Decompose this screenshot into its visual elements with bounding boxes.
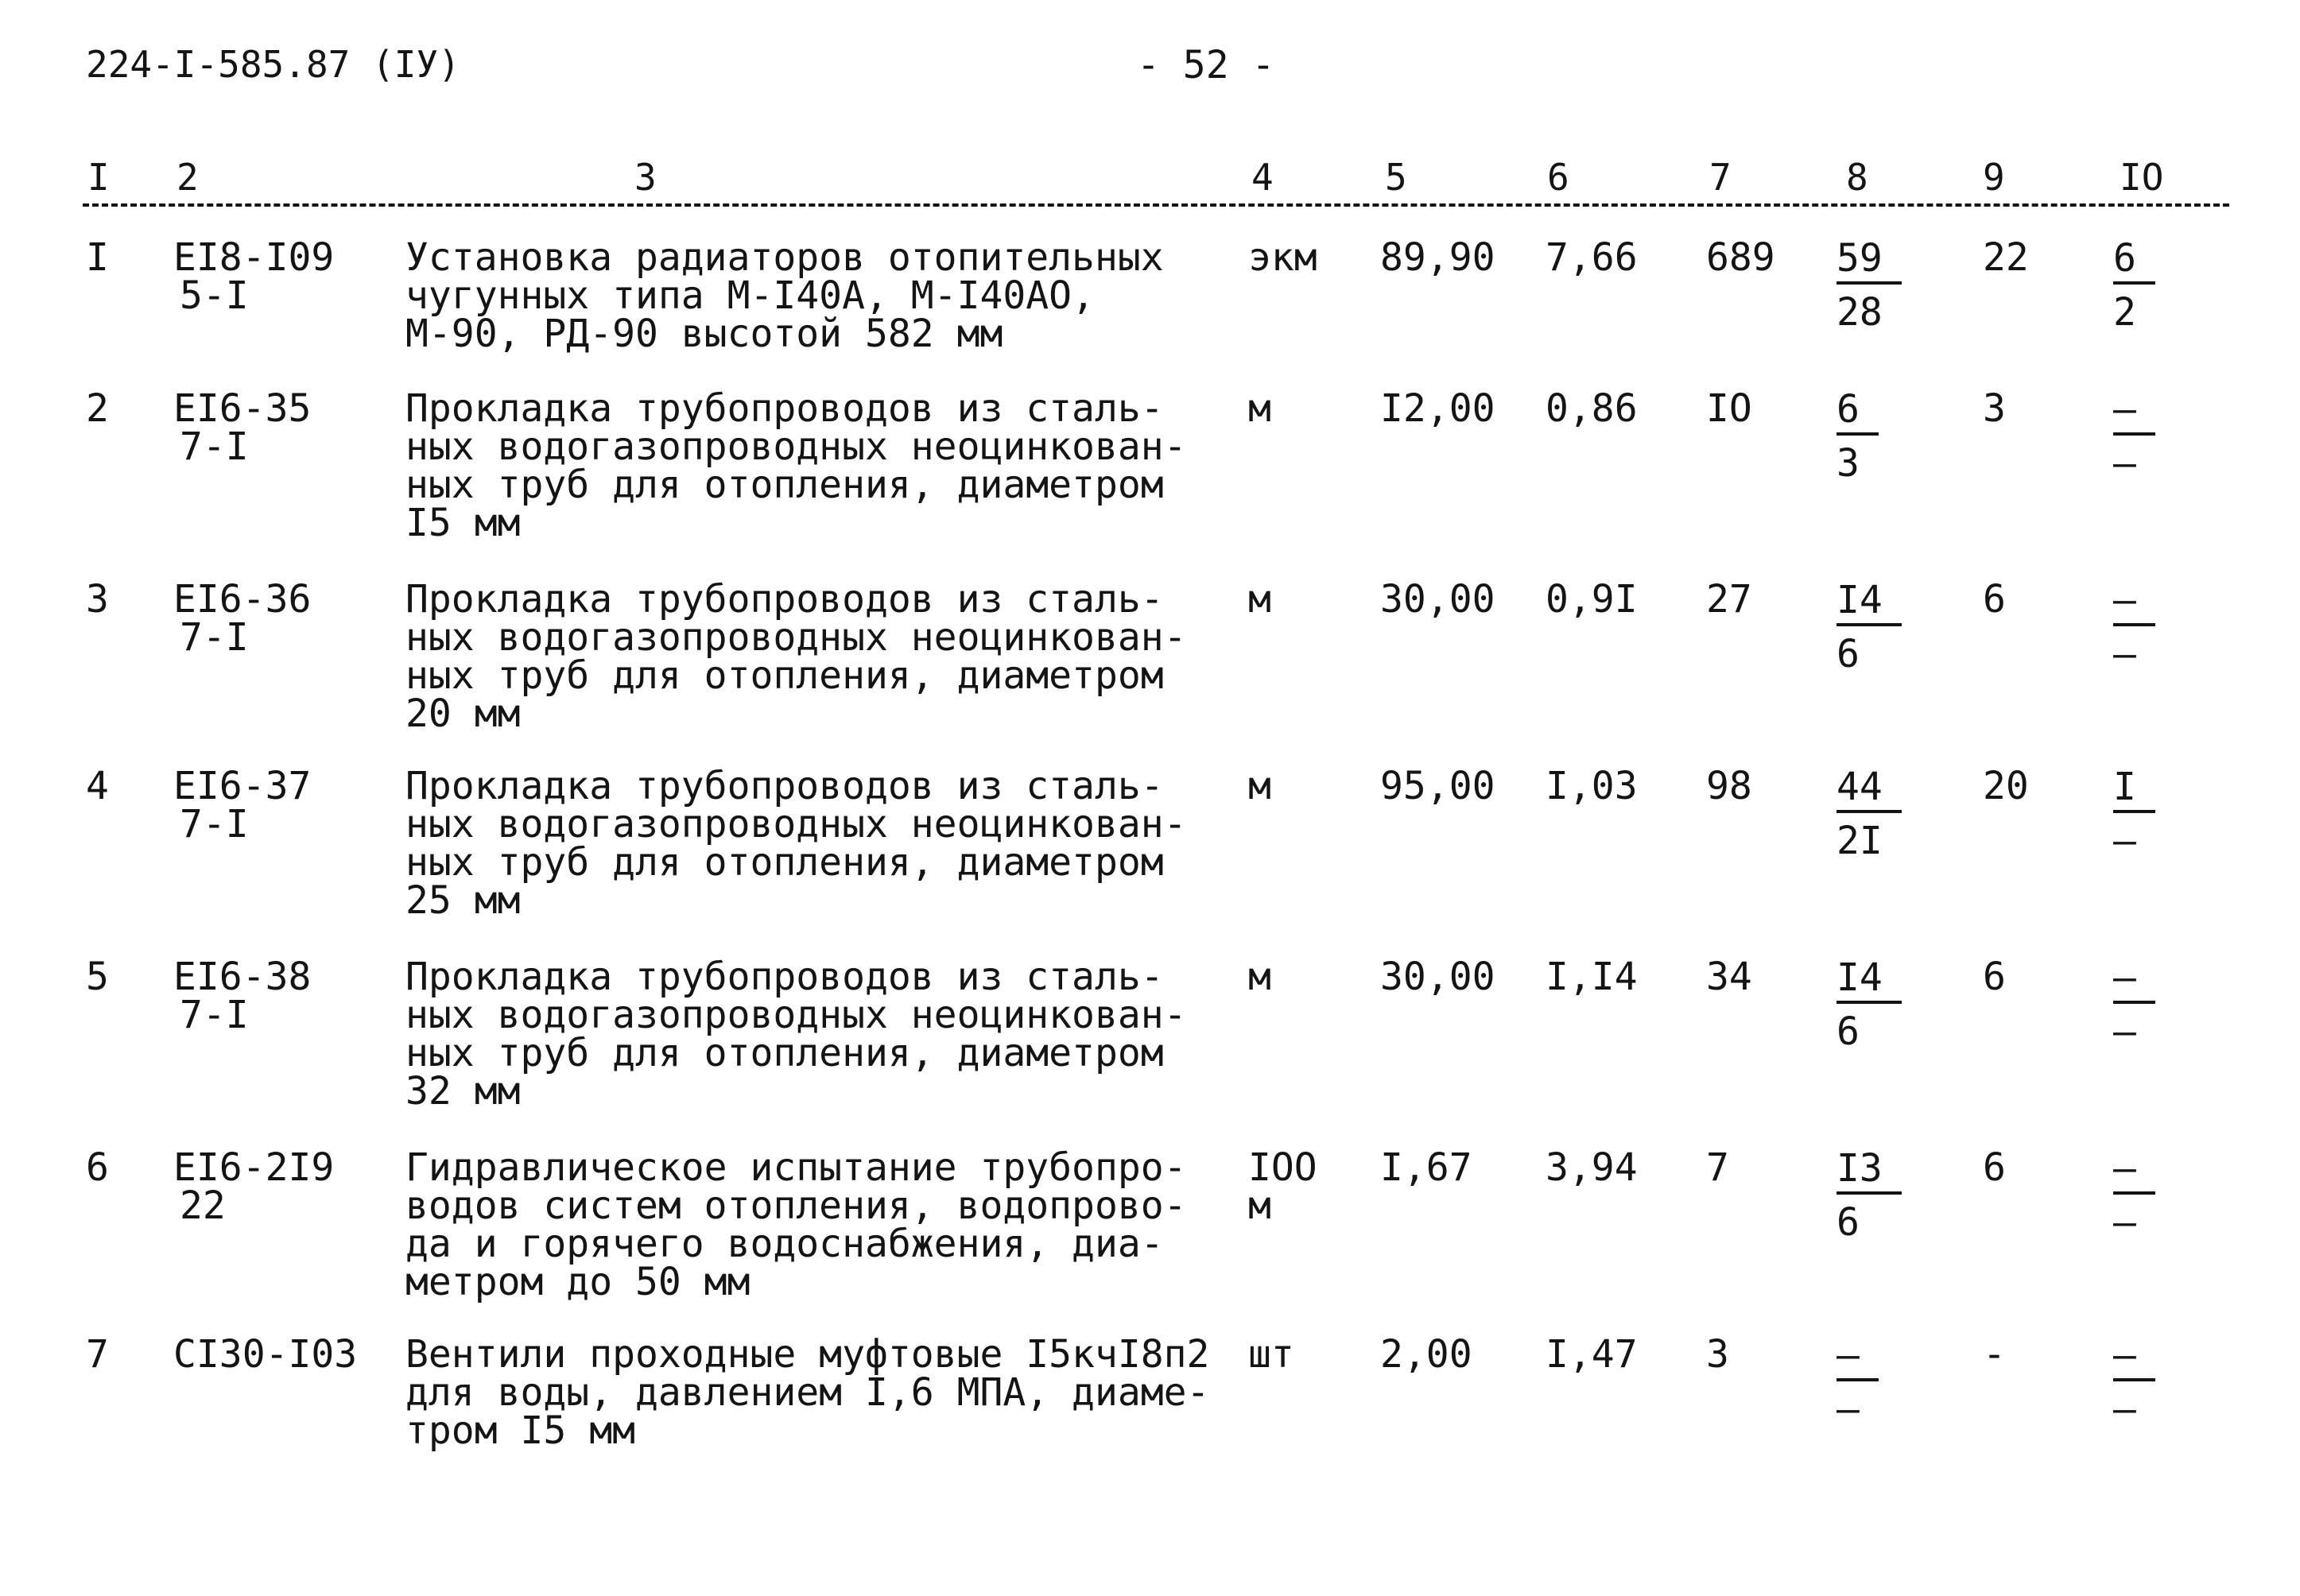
unit-line: м	[1248, 577, 1271, 622]
col8-fraction	[1837, 1145, 1924, 1245]
rate-code-line: EI6-2I9	[173, 1145, 335, 1190]
col-header-7: 7	[1709, 156, 1732, 199]
row-number: 5	[86, 955, 109, 999]
work-description	[405, 235, 1164, 356]
col10-fraction-denominator: –	[2113, 1200, 2136, 1245]
col8-fraction-numerator: 44	[1837, 764, 1902, 813]
col10-fraction-numerator: –	[2113, 577, 2155, 626]
unit-line: м	[1248, 955, 1271, 999]
col8-fraction-numerator: I3	[1837, 1145, 1902, 1195]
unit-line: м	[1248, 386, 1271, 431]
unit-price: 3,94	[1546, 1145, 1638, 1190]
row-number: 4	[86, 764, 109, 808]
col10-fraction-numerator: –	[2113, 1332, 2155, 1381]
description-line: ных труб для отопления, диаметром	[405, 463, 1164, 507]
description-line: Прокладка трубопроводов из сталь-	[405, 764, 1164, 808]
unit-line: IOO	[1248, 1145, 1317, 1190]
col10-fraction-numerator: –	[2113, 955, 2155, 1004]
col9-value: 3	[1983, 386, 2006, 431]
quantity: 30,00	[1380, 955, 1495, 999]
col8-fraction-numerator: I4	[1837, 577, 1902, 626]
col8-fraction	[1837, 235, 1924, 335]
description-line: 20 мм	[405, 691, 521, 736]
col9-value: 22	[1983, 235, 2029, 280]
description-line: ных водогазопроводных неоцинкован-	[405, 993, 1187, 1037]
rate-code-line: EI6-35	[173, 386, 312, 431]
work-description	[405, 1145, 1187, 1304]
col10-fraction-denominator: –	[2113, 1009, 2136, 1054]
description-line: Прокладка трубопроводов из сталь-	[405, 955, 1164, 999]
description-line: I5 мм	[405, 501, 521, 545]
description-line: Установка радиаторов отопительных	[405, 235, 1164, 280]
rate-code-line: 7-I	[180, 993, 249, 1037]
unit-price: I,03	[1546, 764, 1638, 808]
unit	[1248, 1332, 1294, 1377]
description-line: 32 мм	[405, 1069, 521, 1114]
row-number: I	[86, 235, 109, 280]
col-header-9: 9	[1983, 156, 2005, 199]
total-cost: 27	[1706, 577, 1752, 622]
description-line: тром I5 мм	[405, 1408, 635, 1453]
description-line: Прокладка трубопроводов из сталь-	[405, 577, 1164, 622]
col9-value: 20	[1983, 764, 2029, 808]
col10-fraction	[2113, 1332, 2201, 1432]
work-description	[405, 955, 1187, 1114]
col9-value: 6	[1983, 955, 2006, 999]
description-line: для воды, давлением I,6 МПА, диаме-	[405, 1370, 1210, 1415]
col8-fraction	[1837, 955, 1924, 1055]
total-cost: 98	[1706, 764, 1752, 808]
row-number: 7	[86, 1332, 109, 1377]
unit	[1248, 386, 1271, 431]
unit	[1248, 955, 1271, 999]
description-line: ных водогазопроводных неоцинкован-	[405, 802, 1187, 846]
col9-value: -	[1983, 1332, 2006, 1377]
col8-fraction-numerator: 6	[1837, 386, 1879, 436]
rate-code	[173, 1332, 358, 1377]
description-line: М-90, РД-90 высотой 582 мм	[405, 312, 1003, 356]
description-line: ных водогазопроводных неоцинкован-	[405, 424, 1187, 469]
total-cost: IO	[1706, 386, 1752, 431]
rate-code	[173, 955, 312, 1037]
unit-line: шт	[1248, 1332, 1294, 1377]
row-number: 6	[86, 1145, 109, 1190]
col8-fraction-numerator: –	[1837, 1332, 1879, 1381]
col9-value: 6	[1983, 1145, 2006, 1190]
col-header-10: IO	[2120, 156, 2164, 199]
quantity: 95,00	[1380, 764, 1495, 808]
description-line: Прокладка трубопроводов из сталь-	[405, 386, 1164, 431]
col10-fraction	[2113, 235, 2201, 335]
unit	[1248, 235, 1317, 280]
col-header-1: I	[87, 156, 110, 199]
unit-price: I,I4	[1546, 955, 1638, 999]
rate-code	[173, 577, 312, 660]
rate-code-line: EI6-37	[173, 764, 312, 808]
description-line: Гидравлическое испытание трубопро-	[405, 1145, 1187, 1190]
col8-fraction-numerator: 59	[1837, 235, 1902, 285]
col8-fraction-denominator: 28	[1837, 290, 1883, 335]
description-line: ных труб для отопления, диаметром	[405, 840, 1164, 885]
rate-code-line: EI6-38	[173, 955, 312, 999]
unit-line: м	[1248, 764, 1271, 808]
col10-fraction	[2113, 386, 2201, 486]
col10-fraction-numerator: I	[2113, 764, 2155, 813]
col8-fraction	[1837, 577, 1924, 677]
unit-line: м	[1248, 1183, 1271, 1228]
col8-fraction	[1837, 764, 1924, 864]
header-rule	[83, 203, 2229, 207]
quantity: I2,00	[1380, 386, 1495, 431]
rate-code-line: 7-I	[180, 802, 249, 846]
rate-code-line: 22	[180, 1183, 226, 1228]
rate-code	[173, 386, 312, 469]
work-description	[405, 764, 1187, 923]
col8-fraction-denominator: 6	[1837, 1200, 1860, 1245]
document-code: 224-I-585.87 (IУ)	[86, 43, 460, 86]
description-line: 25 мм	[405, 878, 521, 923]
description-line: Вентили проходные муфтовые I5кчI8п2	[405, 1332, 1210, 1377]
description-line: ных водогазопроводных неоцинкован-	[405, 615, 1187, 660]
col10-fraction-denominator: –	[2113, 819, 2136, 863]
description-line: ных труб для отопления, диаметром	[405, 653, 1164, 698]
col10-fraction-denominator: –	[2113, 1387, 2136, 1431]
description-line: чугунных типа М-I40A, М-I40AO,	[405, 273, 1095, 318]
col8-fraction-denominator: 6	[1837, 632, 1860, 676]
col8-fraction-denominator: 6	[1837, 1009, 1860, 1054]
rate-code-line: 5-I	[180, 273, 249, 318]
rate-code-line: EI6-36	[173, 577, 312, 622]
row-number: 3	[86, 577, 109, 622]
unit	[1248, 1145, 1317, 1228]
col10-fraction	[2113, 1145, 2201, 1245]
col8-fraction-numerator: I4	[1837, 955, 1902, 1004]
col8-fraction	[1837, 386, 1924, 486]
quantity: 30,00	[1380, 577, 1495, 622]
unit-price: 0,9I	[1546, 577, 1638, 622]
col10-fraction-numerator: 6	[2113, 235, 2155, 285]
unit-price: 0,86	[1546, 386, 1638, 431]
unit	[1248, 764, 1271, 808]
col10-fraction-denominator: –	[2113, 632, 2136, 676]
rate-code-line: EI8-I09	[173, 235, 335, 280]
work-description	[405, 1332, 1210, 1453]
col10-fraction	[2113, 955, 2201, 1055]
col10-fraction	[2113, 764, 2201, 864]
col9-value: 6	[1983, 577, 2006, 622]
work-description	[405, 577, 1187, 736]
rate-code-line: 7-I	[180, 615, 249, 660]
col-header-4: 4	[1251, 156, 1274, 199]
unit	[1248, 577, 1271, 622]
col10-fraction-denominator: 2	[2113, 290, 2136, 335]
work-description	[405, 386, 1187, 545]
unit-price: I,47	[1546, 1332, 1638, 1377]
description-line: водов систем отопления, водопрово-	[405, 1183, 1187, 1228]
col-header-5: 5	[1385, 156, 1407, 199]
col10-fraction-numerator: –	[2113, 1145, 2155, 1195]
description-line: метром до 50 мм	[405, 1260, 751, 1304]
rate-code	[173, 764, 312, 846]
col8-fraction-denominator: –	[1837, 1387, 1860, 1431]
unit-price: 7,66	[1546, 235, 1638, 280]
rate-code	[173, 1145, 335, 1228]
description-line: да и горячего водоснабжения, диа-	[405, 1222, 1164, 1266]
total-cost: 3	[1706, 1332, 1729, 1377]
rate-code-line: 7-I	[180, 424, 249, 469]
row-number: 2	[86, 386, 109, 431]
col8-fraction-denominator: 3	[1837, 441, 1860, 486]
quantity: 2,00	[1380, 1332, 1472, 1377]
rate-code-line: CI30-I03	[173, 1332, 358, 1377]
col10-fraction-numerator: –	[2113, 386, 2155, 436]
col10-fraction-denominator: –	[2113, 441, 2136, 486]
col-header-8: 8	[1846, 156, 1868, 199]
col-header-6: 6	[1547, 156, 1569, 199]
rate-code	[173, 235, 335, 318]
col-header-2: 2	[176, 156, 199, 199]
quantity: I,67	[1380, 1145, 1472, 1190]
description-line: ных труб для отопления, диаметром	[405, 1031, 1164, 1075]
quantity: 89,90	[1380, 235, 1495, 280]
total-cost: 7	[1706, 1145, 1729, 1190]
total-cost: 34	[1706, 955, 1752, 999]
page-number: - 52 -	[1137, 43, 1275, 87]
col10-fraction	[2113, 577, 2201, 677]
col8-fraction-denominator: 2I	[1837, 819, 1883, 863]
total-cost: 689	[1706, 235, 1775, 280]
unit-line: экм	[1248, 235, 1317, 280]
col8-fraction	[1837, 1332, 1924, 1432]
col-header-3: 3	[634, 156, 657, 199]
